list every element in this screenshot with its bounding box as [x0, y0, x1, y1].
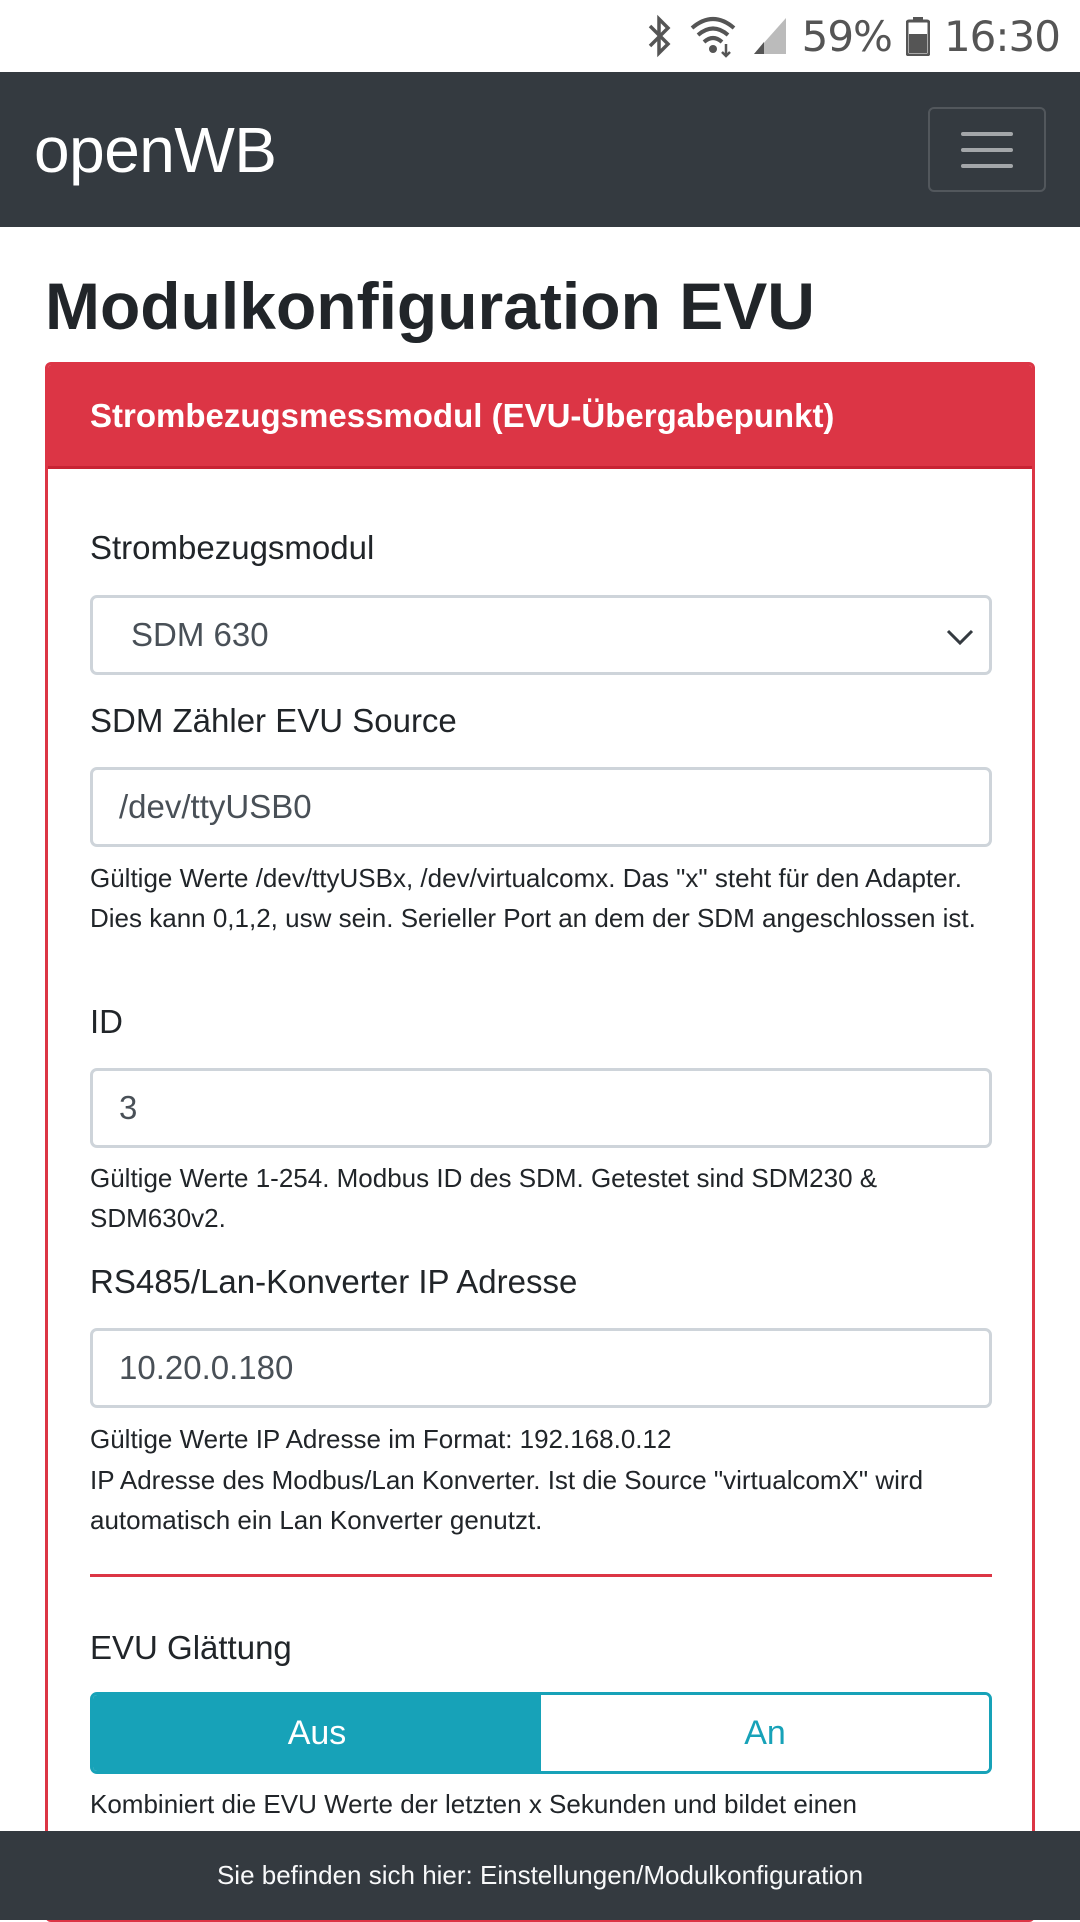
module-label: Strombezugsmodul [90, 529, 375, 566]
module-select[interactable] [90, 595, 992, 675]
ip-help-format: Gültige Werte IP Adresse im Format: 192.168.0.12 [90, 1424, 672, 1454]
battery-percent: 59% [801, 11, 892, 61]
ip-input[interactable]: 10.20.0.180 [90, 1328, 992, 1408]
source-input[interactable]: /dev/ttyUSB0 [90, 767, 992, 847]
hamburger-menu-icon [961, 132, 1013, 136]
source-label: SDM Zähler EVU Source [90, 702, 457, 739]
status-bar [0, 0, 1080, 72]
bluetooth-icon [644, 14, 674, 58]
config-card [45, 362, 1035, 1922]
id-help: Gültige Werte 1-254. Modbus ID des SDM. Getestet sind SDM230 & SDM630v2. [90, 1163, 878, 1233]
signal-icon [752, 16, 788, 56]
hamburger-menu-button[interactable] [928, 107, 1046, 192]
smoothing-off-button[interactable]: Aus [93, 1695, 541, 1771]
wifi-icon [688, 14, 738, 58]
page-title: Modulkonfiguration EVU [45, 269, 815, 343]
module-select-value: SDM 630 [131, 616, 269, 653]
card-header: Strombezugsmessmodul (EVU-Übergabepunkt) [48, 365, 1032, 469]
battery-icon [906, 16, 930, 56]
ip-label: RS485/Lan-Konverter IP Adresse [90, 1263, 578, 1300]
clock: 16:30 [943, 11, 1060, 61]
brand-logo[interactable]: openWB [34, 113, 277, 186]
source-help: Gültige Werte /dev/ttyUSBx, /dev/virtualcomx. Das "x" steht für den Adapter. Dies kann 0,1,2, usw sein. Serieller Port an dem der SDM angeschlossen ist. [90, 863, 976, 933]
navbar [0, 72, 1080, 227]
ip-help-description: IP Adresse des Modbus/Lan Konverter. Ist die Source "virtualcomX" wird automatisch ein Lan Konverter genutzt. [90, 1465, 924, 1535]
id-input[interactable]: 3 [90, 1068, 992, 1148]
footer-breadcrumb: Sie befinden sich hier: Einstellungen/Modulkonfiguration [0, 1831, 1080, 1920]
smoothing-on-button[interactable]: An [541, 1695, 989, 1771]
smoothing-help: Kombiniert die EVU Werte der letzten x Sekunden und bildet einen [90, 1789, 857, 1819]
section-divider [90, 1574, 992, 1577]
id-label: ID [90, 1003, 123, 1040]
smoothing-label: EVU Glättung [90, 1629, 292, 1666]
chevron-down-icon [945, 622, 975, 652]
smoothing-toggle [90, 1692, 992, 1774]
